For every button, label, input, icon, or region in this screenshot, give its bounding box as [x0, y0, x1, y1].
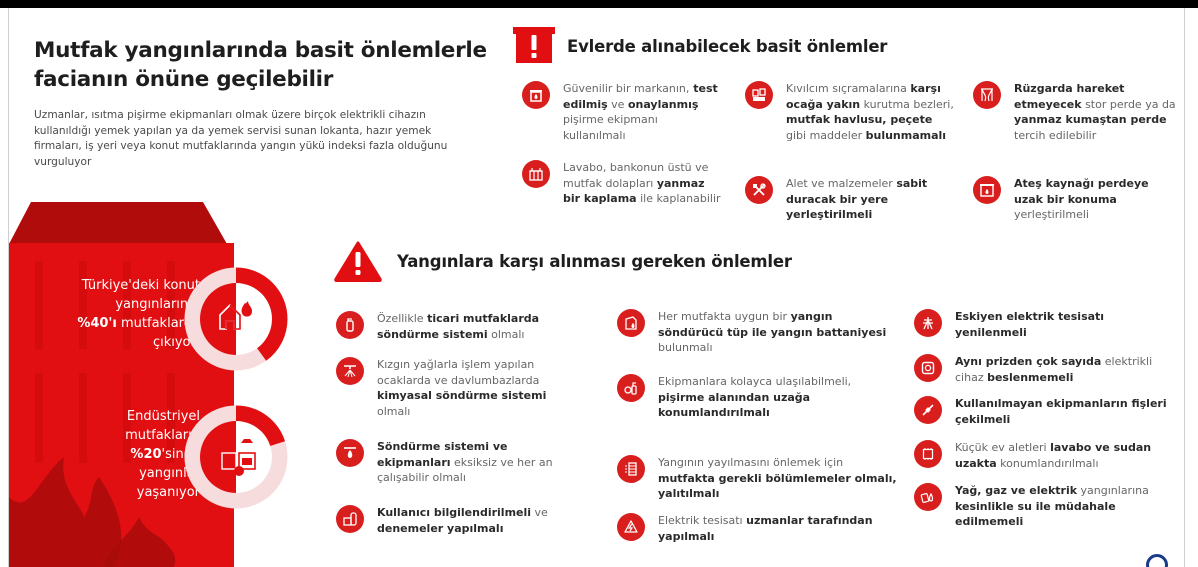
home-tip-1 — [522, 81, 722, 143]
electric-warning-icon — [617, 513, 645, 541]
donut-chart-20 — [182, 403, 290, 511]
fire-section-header — [333, 240, 792, 282]
fire-tip-2-3 — [617, 455, 897, 502]
fire-section-title: Yangınlara karşı alınması gereken önlemler — [397, 251, 792, 271]
home-tip-2-text: Kıvılcım sıçramalarına karşı ocağa yakın kurutma bezleri, mutfak havlusu, peçete gibi maddeler bulunmamalı — [786, 82, 954, 142]
donut-chart-40 — [182, 265, 290, 373]
home-tip-5-text: Alet ve malzemeler sabit duracak bir yere yerleştirilmeli — [786, 177, 928, 222]
fire-tip-1-1 — [336, 311, 576, 342]
home-tip-4 — [522, 160, 722, 207]
home-tip-6 — [973, 176, 1178, 223]
utensils-icon — [745, 176, 773, 204]
house-alert-icon — [513, 27, 555, 65]
roof-shape — [9, 200, 234, 244]
fire-tip-2-4 — [617, 513, 887, 544]
fire-tip-1-2-text: Kızgın yağlarla işlem yapılan ocaklarda ve davlumbazlarda kimyasal söndürme sistemi olmalı — [377, 358, 547, 418]
home-section-title: Evlerde alınabilecek basit önlemler — [567, 36, 888, 56]
plug-icon — [914, 396, 942, 424]
fire-tip-3-3 — [914, 396, 1179, 427]
fire-tip-3-4-text: Küçük ev aletleri lavabo ve sudan uzakta konumlandırılmalı — [955, 441, 1152, 470]
suppression-icon — [336, 439, 364, 467]
fire-tip-1-1-text: Özellikle ticari mutfaklarda söndürme sistemi olmalı — [377, 312, 540, 341]
fire-tip-2-2 — [617, 374, 887, 421]
fire-tip-2-2-text: Ekipmanlara kolayca ulaşılabilmeli, pişirme alanından uzağa konumlandırılmalı — [658, 375, 852, 420]
curtain-icon — [973, 81, 1001, 109]
home-tip-6-text: Ateş kaynağı perdeye uzak bir konuma yerleştirilmeli — [1014, 177, 1149, 222]
stove-fire-icon — [522, 81, 550, 109]
home-section-header — [513, 27, 887, 65]
home-tip-5 — [745, 176, 955, 223]
fire-tip-3-2 — [914, 354, 1179, 385]
fire-tip-3-5-text: Yağ, gaz ve elektrik yangınlarına kesinlikle su ile müdahale edilmemeli — [955, 484, 1149, 529]
page-title: Mutfak yangınlarında basit önlemlerle facianın önüne geçilebilir — [34, 38, 487, 92]
home-tip-4-text: Lavabo, bankonun üstü ve mutfak dolapları yanmaz bir kaplama ile kaplanabilir — [563, 161, 721, 206]
towel-icon — [745, 81, 773, 109]
sprinkler-icon — [336, 357, 364, 385]
wall-icon — [617, 455, 645, 483]
appliance-icon — [914, 440, 942, 468]
fire-tip-3-3-text: Kullanılmayan ekipmanların fişleri çekilmeli — [955, 397, 1167, 426]
intro-text: Uzmanlar, ısıtma pişirme ekipmanları olmak üzere birçok elektrikli cihazın kullanıldığı yemek yapılan ya da yemek servisi sunan lokanta, hazır yemek firmaları, iş yeri veya konut mutfaklarında yangın yükü indeksi fazla olduğunu vurguluyor — [34, 109, 448, 168]
socket-icon — [914, 354, 942, 382]
fire-tip-1-4 — [336, 505, 596, 536]
home-tip-3 — [973, 81, 1178, 143]
fire-tip-2-3-text: Yangının yayılmasını önlemek için mutfakta gerekli bölümlemeler olmalı, yalıtılmalı — [658, 456, 897, 501]
fire-tip-2-1 — [617, 309, 887, 356]
fire-tip-3-5 — [914, 483, 1179, 530]
fire-tip-1-3-text: Söndürme sistemi ve ekipmanları eksiksiz ve her an çalışabilir olmalı — [377, 440, 553, 485]
frame-border-right — [1184, 8, 1185, 567]
fire-tip-3-1 — [914, 309, 1179, 340]
stat-konut: Türkiye'deki konut yangınlarının %40'ı mutfaklarda çıkıyor, — [77, 278, 200, 350]
fire-blanket-icon — [617, 309, 645, 337]
fire-tip-1-2 — [336, 357, 576, 419]
top-bar — [0, 0, 1198, 8]
spray-icon — [617, 374, 645, 402]
home-tip-1-text: Güvenilir bir markanın, test edilmiş ve onaylanmış pişirme ekipmanı kullanılmalı — [563, 82, 718, 142]
fire-tip-3-1-text: Eskiyen elektrik tesisatı yenilenmeli — [955, 310, 1105, 339]
stat-endustriyel: Endüstriyel mutfakların %20'sinde yangınlar yaşanıyor — [125, 409, 200, 500]
extinguisher-icon — [336, 311, 364, 339]
home-tip-2 — [745, 81, 955, 143]
fire-tip-3-2-text: Aynı prizden çok sayıda elektrikli cihaz beslenmemeli — [955, 355, 1153, 384]
training-icon — [336, 505, 364, 533]
fireplace-icon — [973, 176, 1001, 204]
fire-tip-2-4-text: Elektrik tesisatı uzmanlar tarafından yapılmalı — [658, 514, 873, 543]
agency-logo — [1146, 554, 1168, 567]
fire-tip-3-4 — [914, 440, 1179, 471]
fire-tip-2-1-text: Her mutfakta uygun bir yangın söndürücü tüp ile yangın battaniyesi bulunmalı — [658, 310, 887, 355]
fire-tip-1-4-text: Kullanıcı bilgilendirilmeli ve denemeler yapılmalı — [377, 506, 548, 535]
counter-icon — [522, 160, 550, 188]
warning-triangle-icon — [333, 240, 383, 282]
no-water-icon — [914, 483, 942, 511]
power-pole-icon — [914, 309, 942, 337]
fire-tip-1-3 — [336, 439, 576, 486]
home-tip-3-text: Rüzgarda hareket etmeyecek stor perde ya da yanmaz kumaştan perde tercih edilebilir — [1014, 82, 1176, 142]
